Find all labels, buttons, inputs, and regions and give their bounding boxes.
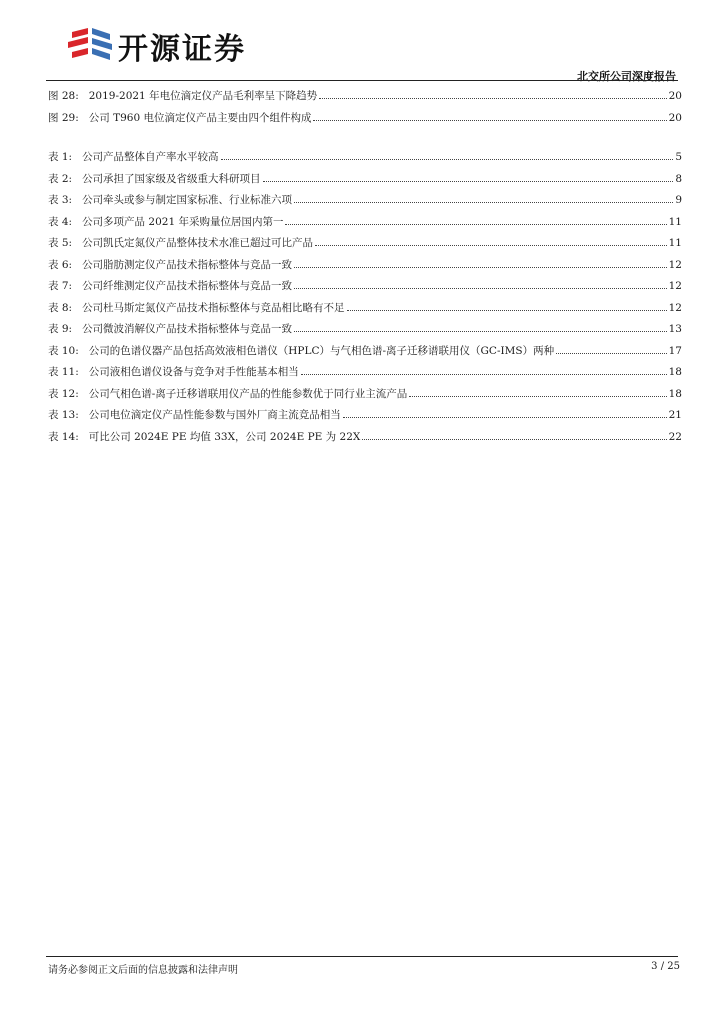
toc-entry-title[interactable]: 公司承担了国家级及省级重大科研项目 [82, 172, 261, 185]
table-toc-row[interactable] [48, 278, 682, 300]
toc-entry-title[interactable]: 公司产品整体自产率水平较高 [82, 151, 219, 163]
toc-entry-title[interactable]: 公司脂肪测定仪产品技术指标整体与竞品一致 [82, 258, 293, 271]
toc-entry-page[interactable]: 11 [668, 237, 682, 249]
dot-leader [294, 331, 667, 332]
table-toc-row[interactable] [48, 300, 682, 322]
dot-leader [294, 267, 667, 268]
report-type: 北交所公司深度报告 [577, 70, 676, 83]
toc-entry-title[interactable]: 公司液相色谱仪设备与竞争对手性能基本相当 [88, 366, 299, 378]
dot-leader [315, 245, 667, 246]
dot-leader [362, 439, 666, 440]
table-toc-row[interactable] [48, 192, 682, 214]
toc-entry-label: 表 1: [48, 151, 73, 163]
toc-entry-page[interactable]: 13 [668, 323, 682, 335]
toc-entry-label: 图 29: [48, 111, 79, 124]
table-toc-row[interactable] [48, 407, 682, 429]
dot-leader [343, 417, 667, 418]
toc-entry-page[interactable]: 20 [668, 111, 682, 124]
toc-entry-title[interactable]: 公司电位滴定仪产品性能参数与国外厂商主流竞品相当 [88, 409, 341, 421]
toc-entry-page[interactable]: 17 [668, 344, 682, 357]
table-list [48, 149, 682, 450]
page-number: 3 / 25 [651, 961, 680, 972]
toc-entry-title[interactable]: 公司杜马斯定氮仪产品技术指标整体与竞品相比略有不足 [82, 301, 345, 314]
toc-entry-page[interactable]: 21 [668, 409, 682, 421]
toc-entry-label: 表 12: [48, 387, 79, 400]
footer-disclaimer: 请务必参阅正文后面的信息披露和法律声明 [48, 965, 238, 976]
header-divider [46, 80, 678, 81]
figure-list [48, 88, 682, 131]
toc-entry-label: 表 7: [48, 280, 73, 292]
dot-leader [294, 202, 673, 203]
toc-entry-label: 表 4: [48, 215, 73, 228]
toc-entry-title[interactable]: 公司多项产品 2021 年采购量位居国内第一 [82, 215, 284, 228]
toc-entry-title[interactable]: 公司微波消解仪产品技术指标整体与竞品一致 [82, 323, 293, 335]
toc-entry-label: 表 5: [48, 237, 73, 249]
toc-entry-label: 表 6: [48, 258, 73, 271]
dot-leader [285, 224, 666, 225]
table-toc-row[interactable] [48, 429, 682, 451]
toc-entry-page[interactable]: 11 [668, 215, 682, 228]
toc-entry-label: 图 28: [48, 90, 79, 102]
toc-entry-page[interactable]: 22 [668, 430, 682, 443]
brand-name: 开源证券 [118, 32, 246, 67]
brand-logo [62, 22, 118, 68]
table-toc-row[interactable] [48, 364, 682, 386]
toc-entry-page[interactable]: 20 [668, 90, 682, 102]
toc-entry-title[interactable]: 2019-2021 年电位滴定仪产品毛利率呈下降趋势 [88, 90, 318, 102]
toc-entry-page[interactable]: 9 [675, 194, 682, 206]
toc-entry-label: 表 2: [48, 172, 73, 185]
table-toc-row[interactable] [48, 235, 682, 257]
dot-leader [263, 181, 674, 182]
toc-entry-label: 表 14: [48, 430, 79, 443]
table-toc-row[interactable] [48, 343, 682, 365]
table-toc-row[interactable] [48, 149, 682, 171]
toc-entry-label: 表 9: [48, 323, 73, 335]
toc-entry-title[interactable]: 公司纤维测定仪产品技术指标整体与竞品一致 [82, 280, 293, 292]
toc-entry-title[interactable]: 公司气相色谱-离子迁移谱联用仪产品的性能参数优于同行业主流产品 [88, 387, 408, 400]
toc-entry-title[interactable]: 公司牵头或参与制定国家标准、行业标准六项 [82, 194, 293, 206]
figure-toc-row[interactable] [48, 88, 682, 110]
footer-divider [46, 956, 678, 957]
dot-leader [556, 353, 667, 354]
dot-leader [319, 98, 667, 99]
toc-entry-label: 表 10: [48, 344, 79, 357]
table-toc-row[interactable] [48, 257, 682, 279]
toc-entry-label: 表 3: [48, 194, 73, 206]
toc-entry-page[interactable]: 12 [668, 280, 682, 292]
toc-entry-title[interactable]: 可比公司 2024E PE 均值 33X，公司 2024E PE 为 22X [88, 430, 361, 443]
toc-entry-label: 表 8: [48, 301, 73, 314]
toc-entry-page[interactable]: 12 [668, 301, 682, 314]
figure-toc-row[interactable] [48, 110, 682, 132]
table-toc-row[interactable] [48, 171, 682, 193]
table-toc-row[interactable] [48, 214, 682, 236]
toc-entry-page[interactable]: 18 [668, 387, 682, 400]
table-toc-row[interactable] [48, 386, 682, 408]
dot-leader [301, 374, 667, 375]
dot-leader [347, 310, 667, 311]
table-toc-row[interactable] [48, 321, 682, 343]
toc-entry-title[interactable]: 公司凯氏定氮仪产品整体技术水准已超过可比产品 [82, 237, 314, 249]
dot-leader [313, 120, 666, 121]
dot-leader [294, 288, 667, 289]
toc-entry-page[interactable]: 8 [675, 172, 682, 185]
toc-entry-title[interactable]: 公司的色谱仪器产品包括高效液相色谱仪（HPLC）与气相色谱-离子迁移谱联用仪（GC-IMS）两种 [88, 344, 555, 357]
toc-entry-page[interactable]: 18 [668, 366, 682, 378]
dot-leader [221, 159, 674, 160]
dot-leader [409, 396, 666, 397]
toc-entry-page[interactable]: 5 [675, 151, 682, 163]
toc-entry-title[interactable]: 公司 T960 电位滴定仪产品主要由四个组件构成 [88, 111, 312, 124]
toc-entry-page[interactable]: 12 [668, 258, 682, 271]
toc-entry-label: 表 11: [48, 366, 79, 378]
toc-entry-label: 表 13: [48, 409, 79, 421]
